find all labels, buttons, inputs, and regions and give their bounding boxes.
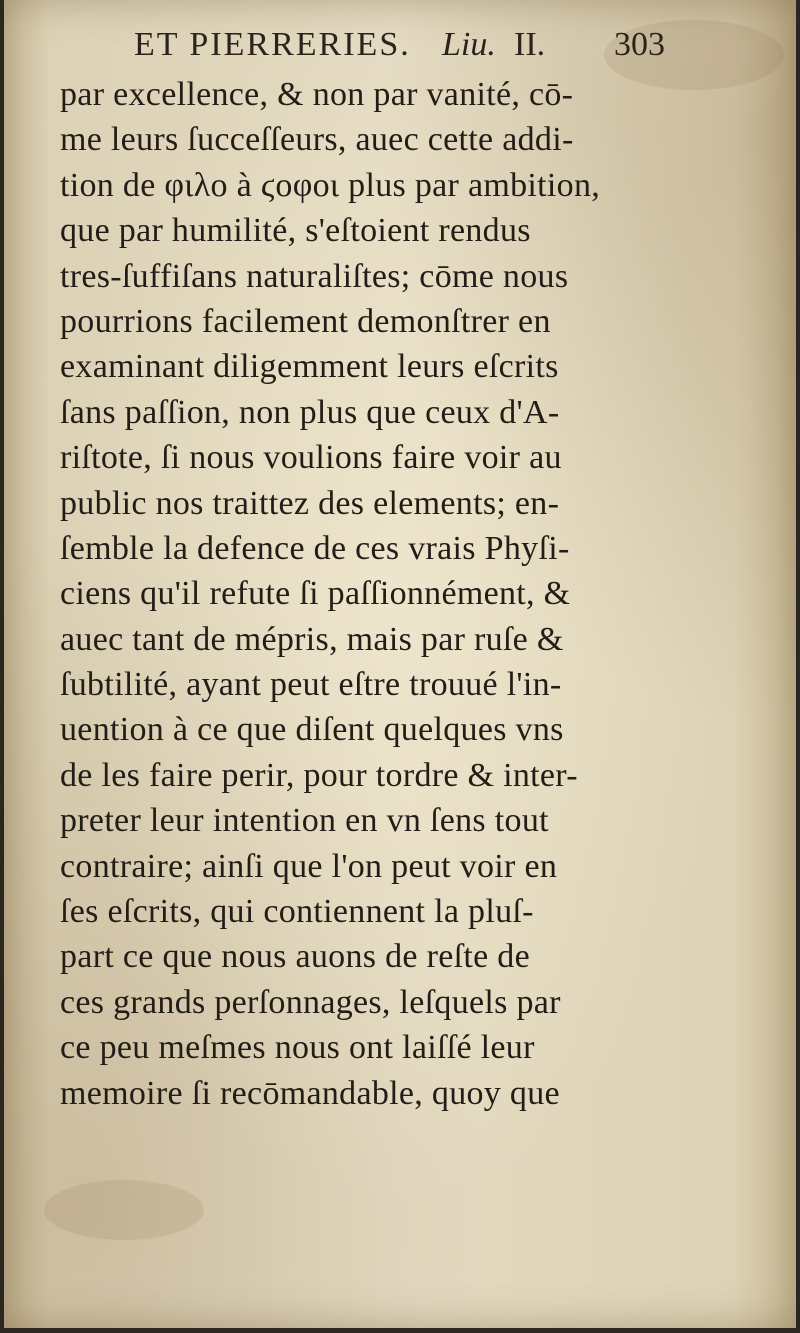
- page-header: [134, 26, 674, 76]
- text-line: auec tant de mépris, mais par ruſe &: [60, 620, 564, 658]
- text-line: que par humilité, s'eſtoient rendus: [60, 212, 531, 250]
- text-line: ciens qu'il refute ſi paſſionnément, &: [60, 575, 571, 613]
- text-line: public nos traittez des elements; en-: [60, 484, 560, 522]
- running-title: ET PIERRERIES.: [134, 26, 411, 63]
- text-line: contraire; ainſi que l'on peut voir en: [60, 847, 558, 885]
- book-label: Liu.: [442, 26, 496, 63]
- text-line: preter leur intention en vn ſens tout: [60, 802, 549, 840]
- text-line: de les faire perir, pour tordre & inter-: [60, 756, 578, 794]
- book-page: [4, 0, 796, 1328]
- text-line: uention à ce que diſent quelques vns: [60, 711, 564, 749]
- page-number: 303: [614, 26, 665, 63]
- text-line: ſubtilité, ayant peut eſtre trouué l'in-: [60, 666, 562, 704]
- text-line: ſemble la defence de ces vrais Phyſi-: [60, 529, 570, 567]
- text-line: par excellence, & non par vanité, cō-: [60, 76, 574, 113]
- text-line: examinant diligemment leurs eſcrits: [60, 348, 559, 386]
- book-number: II.: [514, 26, 546, 63]
- text-line: tion de φιλο à ϛοφοι plus par ambition,: [60, 166, 601, 204]
- body-text: [60, 72, 680, 1116]
- text-line: tres-ſuffiſans naturaliſtes; cōme nous: [60, 257, 569, 295]
- text-line: ces grands perſonnages, leſquels par: [60, 983, 561, 1021]
- paper-stain: [44, 1180, 204, 1240]
- text-line: riſtote, ſi nous voulions faire voir au: [60, 439, 562, 477]
- text-line: pourrions facilement demonſtrer en: [60, 302, 551, 340]
- text-line: ſans paſſion, non plus que ceux d'A-: [60, 393, 560, 431]
- text-line: ce peu meſmes nous ont laiſſé leur: [60, 1029, 535, 1067]
- text-line: ſes eſcrits, qui contiennent la pluſ-: [60, 893, 534, 931]
- text-line: memoire ſi recōmandable, quoy que: [60, 1074, 560, 1112]
- text-line: me leurs ſucceſſeurs, auec cette addi-: [60, 121, 574, 159]
- text-line: part ce que nous auons de reſte de: [60, 938, 530, 976]
